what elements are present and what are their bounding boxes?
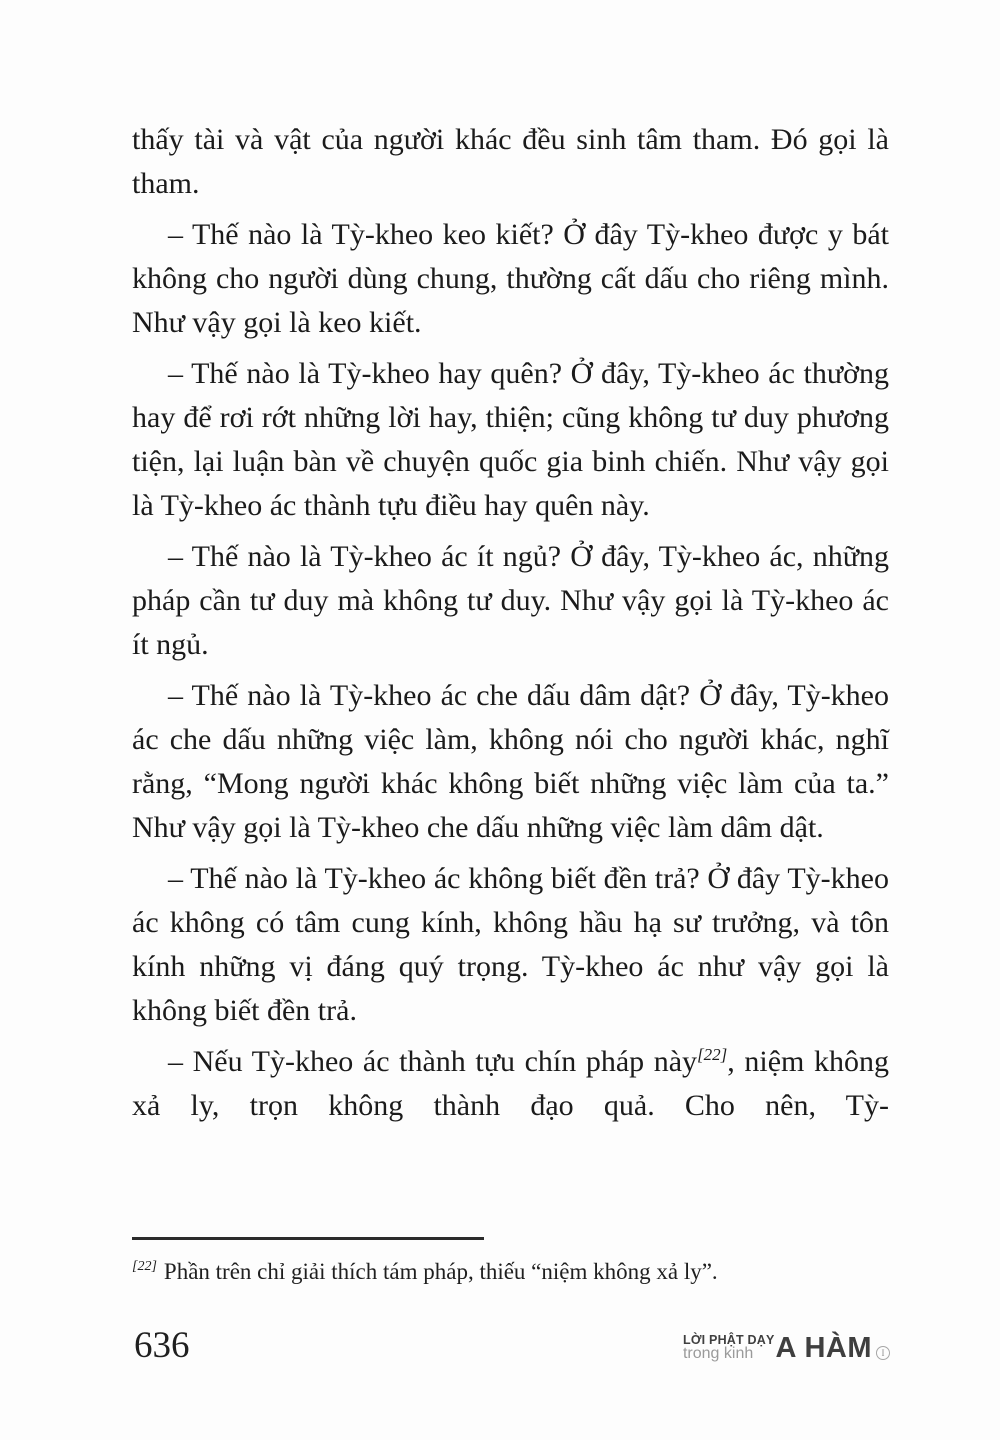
paragraph-text: – Thế nào là Tỳ-kheo ác ít ngủ? Ở đây, Tỳ-kheo ác, những pháp cần tư duy mà không tư duy. Như vậy gọi là Tỳ-kheo ác ít ngủ. [132, 540, 889, 661]
logo-title: A HÀM [775, 1332, 872, 1364]
paragraph-keo-kiet [132, 213, 889, 345]
paragraph-text: thấy tài và vật của người khác đều sinh tâm tham. Đó gọi là tham. [132, 123, 889, 200]
paragraph-text: – Thế nào là Tỳ-kheo keo kiết? Ở đây Tỳ-kheo được y bát không cho người dùng chung, thường cất dấu cho riêng mình. Như vậy gọi là keo kiết. [132, 218, 889, 339]
volume-number: I [881, 1347, 885, 1358]
volume-badge-icon [876, 1346, 890, 1360]
logo-tagline-bottom: trong kinh [682, 1345, 754, 1362]
book-logo [682, 1332, 890, 1364]
paragraph-text: – Nếu Tỳ-kheo ác thành tựu chín pháp này [168, 1045, 698, 1078]
paragraph-hay-quen [132, 352, 889, 528]
footnote-separator-rule [132, 1237, 484, 1240]
paragraph-che-dau-dam-dat [132, 674, 889, 850]
footnote-text: Phần trên chỉ giải thích tám pháp, thiếu “niệm không xả ly”. [163, 1259, 718, 1284]
logo-tagline-stack [683, 1334, 775, 1361]
paragraph-text: , niệm không xả ly, trọn không thành đạo quả. Cho nên, Tỳ- [132, 1045, 889, 1122]
paragraph-continuation [132, 118, 889, 206]
paragraph-text: – Thế nào là Tỳ-kheo hay quên? Ở đây, Tỳ-kheo ác thường hay để rơi rớt những lời hay, thiện; cũng không tư duy phương tiện, lại luận bàn về chuyện quốc gia binh chiến. Như vậy gọi là Tỳ-kheo ác thành tựu điều hay quên này. [132, 357, 889, 522]
footnote [132, 1256, 889, 1287]
footnote-reference-22: [22] [697, 1045, 728, 1064]
footnote-marker: [22] [132, 1259, 157, 1275]
page-body [132, 118, 889, 1128]
paragraph-khong-biet-den-tra [132, 857, 889, 1033]
logo-tagline-top: LỜI PHẬT DẠY [682, 1333, 775, 1347]
paragraph-chin-phap [132, 1040, 889, 1128]
paragraph-text: – Thế nào là Tỳ-kheo ác che dấu dâm dật? Ở đây, Tỳ-kheo ác che dấu những việc làm, không nói cho người khác, nghĩ rằng, “Mong người khác không biết những việc làm của ta.” Như vậy gọi là Tỳ-kheo che dấu những việc làm dâm dật. [132, 679, 889, 844]
paragraph-text: – Thế nào là Tỳ-kheo ác không biết đền trả? Ở đây Tỳ-kheo ác không có tâm cung kính, không hầu hạ sư trưởng, và tôn kính những vị đáng quý trọng. Tỳ-kheo ác như vậy gọi là không biết đền trả. [132, 862, 889, 1027]
paragraph-it-ngu [132, 535, 889, 667]
page-number: 636 [134, 1325, 190, 1366]
